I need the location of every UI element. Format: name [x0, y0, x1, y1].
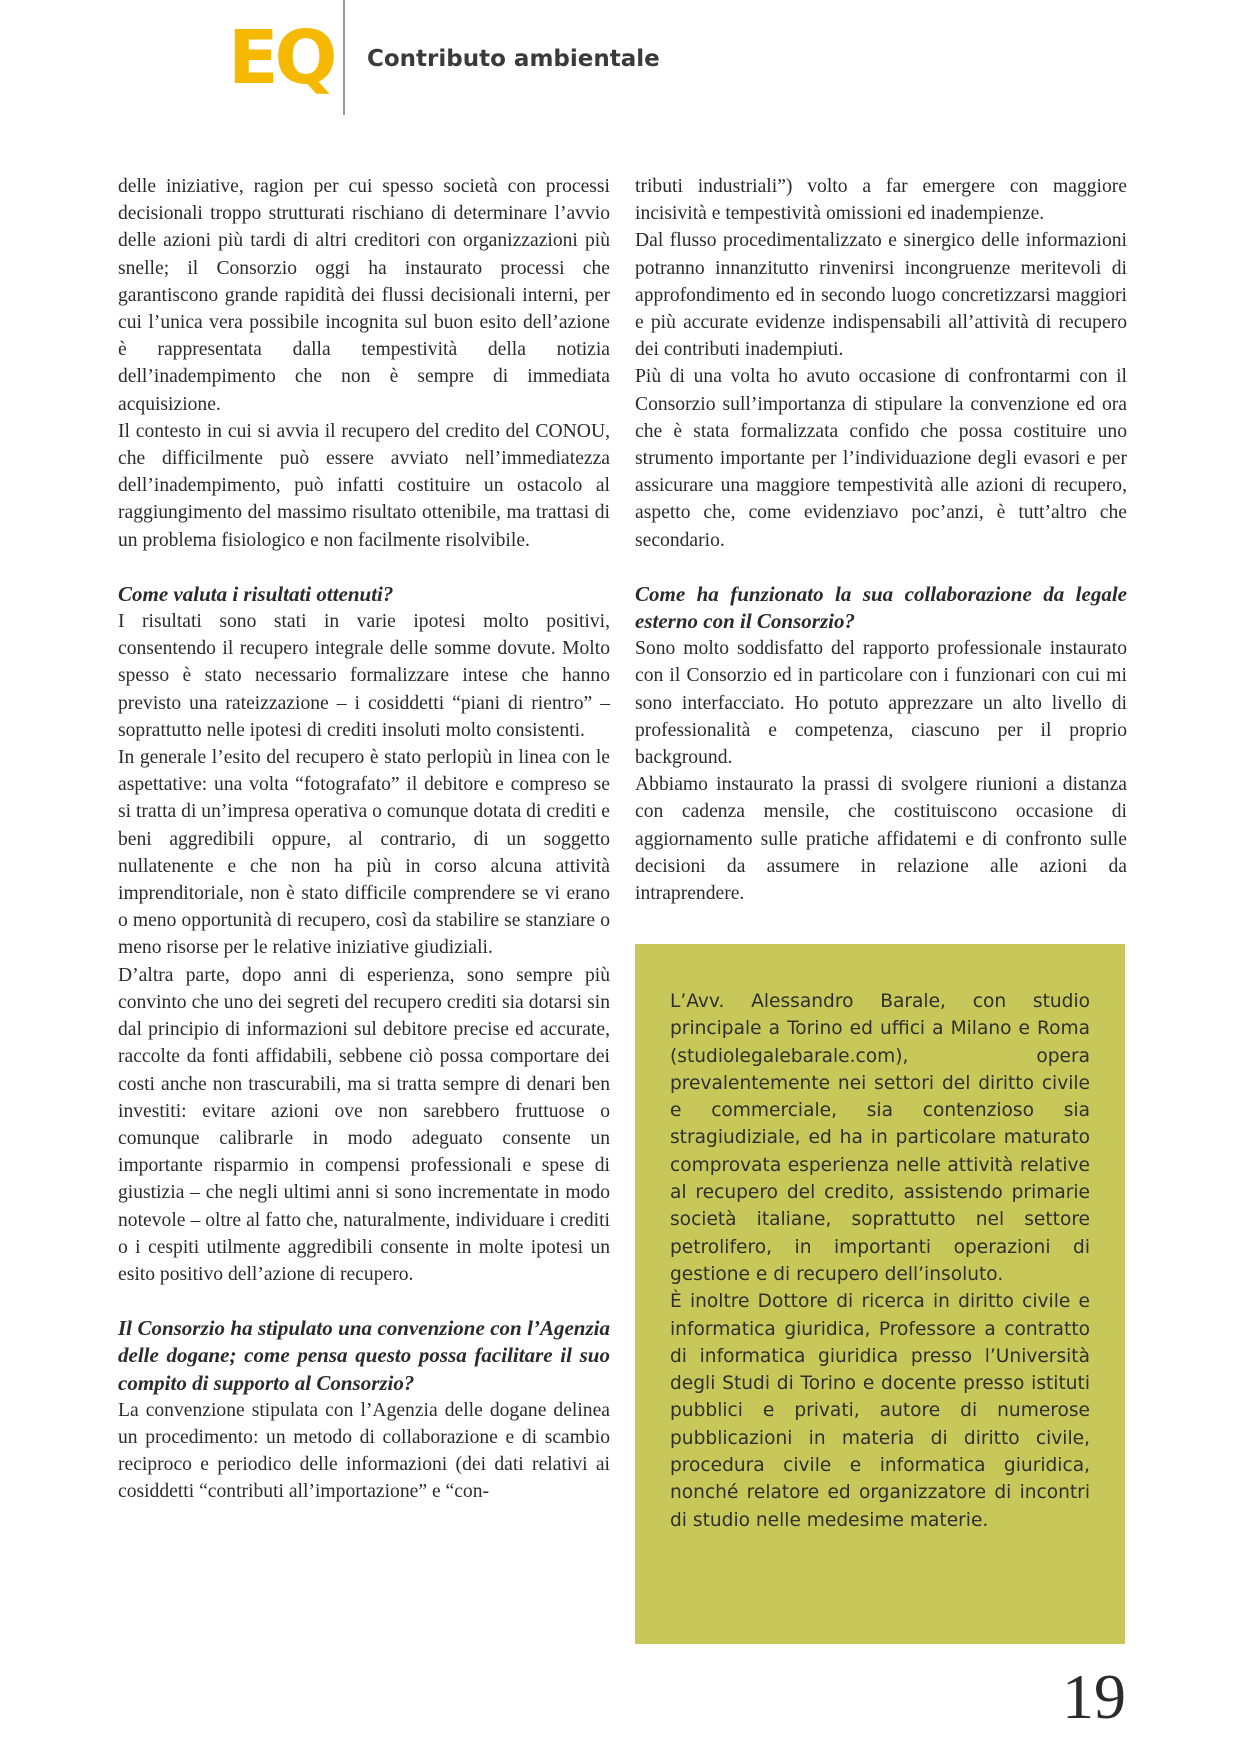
- right-column: [635, 173, 1127, 907]
- body-paragraph: Più di una volta ho avuto occasione di confrontarmi con il Consorzio sull’importanza di stipulare la convenzione ed ora che è stata formalizzata confido che possa costituire uno strumento importante per l’individuazione degli evasori e per assicurare una maggiore tempestività alle azioni di recupero, aspetto che, come evidenziavo poc’anzi, è tutt’altro che secondario.: [635, 366, 1127, 551]
- body-paragraph: La convenzione stipulata con l’Agenzia delle dogane delinea un procedimento: un metodo di collaborazione e di scambio reciproco e periodico delle informazioni (dei dati relativi ai cosiddetti “contributi all’importazione” e “con-: [118, 1399, 610, 1503]
- body-paragraph: tributi industriali”) volto a far emergere con maggiore incisività e tempestività omissioni ed inadempienze.: [635, 176, 1127, 225]
- eq-logo: EQ: [228, 15, 334, 101]
- body-paragraph: Il contesto in cui si avvia il recupero del credito del CONOU, che difficilmente può essere avviato nell’immediatezza dell’inadempimento, può infatti costituire un ostacolo al raggiungimento del massimo risultato ottenibile, ma trattasi di un problema fisiologico e non facilmente risolvibile.: [118, 420, 610, 551]
- bio-paragraph: È inoltre Dottore di ricerca in diritto civile e informatica giuridica, Professore a contratto di informatica giuridica presso l’Università degli Studi di Torino e docente presso istituti pubblici e privati, autore di numerose pubblicazioni in materia di diritto civile, procedura civile e informatica giuridica, nonché relatore ed organizzatore di incontri di studio nelle medesime materie.: [670, 1291, 1090, 1531]
- body-paragraph: D’altra parte, dopo anni di esperienza, sono sempre più convinto che uno dei segreti del recupero crediti sia dotarsi sin dal principio di informazioni sul debitore precise ed accurate, raccolte da fonti affidabili, sebbene ciò possa comportare dei costi anche non trascurabili, ma si tratta sempre di denari ben investiti: evitare azioni ove non sarebbero fruttuose o comunque calibrarle in modo adeguato consente un importante risparmio in compensi professionali e spese di giustizia – che negli ultimi anni si sono incrementate in modo notevole – oltre al fatto che, naturalmente, individuare i crediti o i cespiti utilmente aggredibili consente in molte ipotesi un esito positivo dell’azione di recupero.: [118, 964, 610, 1285]
- body-paragraph: delle iniziative, ragion per cui spesso società con processi decisionali troppo strutturati rischiano di determinare l’avvio delle azioni più tardi di altri creditori con organizzazioni più snelle; il Consorzio oggi ha instaurato processi che garantiscono grande rapidità dei flussi decisionali interni, per cui l’unica vera possibile incognita sul buon esito dell’azione è rappresentata dalla tempestività della notizia dell’inadempimento che non è sempre di immediata acquisizione.: [118, 176, 610, 415]
- bio-paragraph: L’Avv. Alessandro Barale, con studio principale a Torino ed uffici a Milano e Roma (studiolegalebarale.com), opera prevalentemente nei settori del diritto civile e commerciale, sia contenzioso sia stragiudiziale, ed ha in particolare maturato comprovata esperienza nelle attività relative al recupero del credito, assistendo primarie società italiane, soprattutto nel settore petrolifero, in importanti operazioni di gestione e di recupero dell’insoluto.: [670, 991, 1090, 1285]
- body-paragraph: Dal flusso procedimentalizzato e sinergico delle informazioni potranno innanzitutto rinvenirsi incongruenze meritevoli di approfondimento ed in secondo luogo concretizzarsi maggiori e più accurate evidenze indispensabili all’attività di recupero dei contributi inadempiuti.: [635, 230, 1127, 361]
- header-divider: [343, 0, 345, 115]
- interview-question: Il Consorzio ha stipulato una convenzione con l’Agenzia delle dogane; come pensa questo possa facilitare il suo compito di supporto al Consorzio?: [118, 1316, 610, 1395]
- body-paragraph: Sono molto soddisfatto del rapporto professionale instaurato con il Consorzio ed in particolare con i funzionari con cui mi sono interfacciato. Ho potuto apprezzare un alto livello di professionalità e competenza, ciascuno per il proprio background.: [635, 638, 1127, 769]
- interview-question: Come valuta i risultati ottenuti?: [118, 581, 394, 606]
- body-paragraph: I risultati sono stati in varie ipotesi molto positivi, consentendo il recupero integrale delle somme dovute. Molto spesso è stato necessario formalizzare intese che hanno previsto una rateizzazione – i cosiddetti “piani di rientro” – soprattutto nelle ipotesi di crediti insoluti molto consistenti.: [118, 611, 610, 741]
- page-number: 19: [1062, 1661, 1126, 1732]
- body-paragraph: Abbiamo instaurato la prassi di svolgere riunioni a distanza con cadenza mensile, che costituiscono occasione di aggiornamento sulle pratiche affidatemi e di confronto sulle decisioni da assumere in relazione alle azioni da intraprendere.: [635, 774, 1127, 905]
- bio-text: [670, 988, 1090, 1534]
- body-paragraph: In generale l’esito del recupero è stato perlopiù in linea con le aspettative: una volta “fotografato” il debitore e compreso se si tratta di un’impresa operativa o comunque dotata di crediti e beni aggredibili oppure, al contrario, di un soggetto nullatenente e che non ha più in corso alcuna attività imprenditoriale, non è stato difficile comprendere se vi erano o meno opportunità di recupero, così da stabilire se stanziare o meno risorse per le relative iniziative giudiziali.: [118, 747, 610, 959]
- left-column: [118, 173, 610, 1506]
- interview-question: Come ha funzionato la sua collaborazione da legale esterno con il Consorzio?: [635, 581, 1127, 634]
- section-title: Contributo ambientale: [367, 46, 660, 72]
